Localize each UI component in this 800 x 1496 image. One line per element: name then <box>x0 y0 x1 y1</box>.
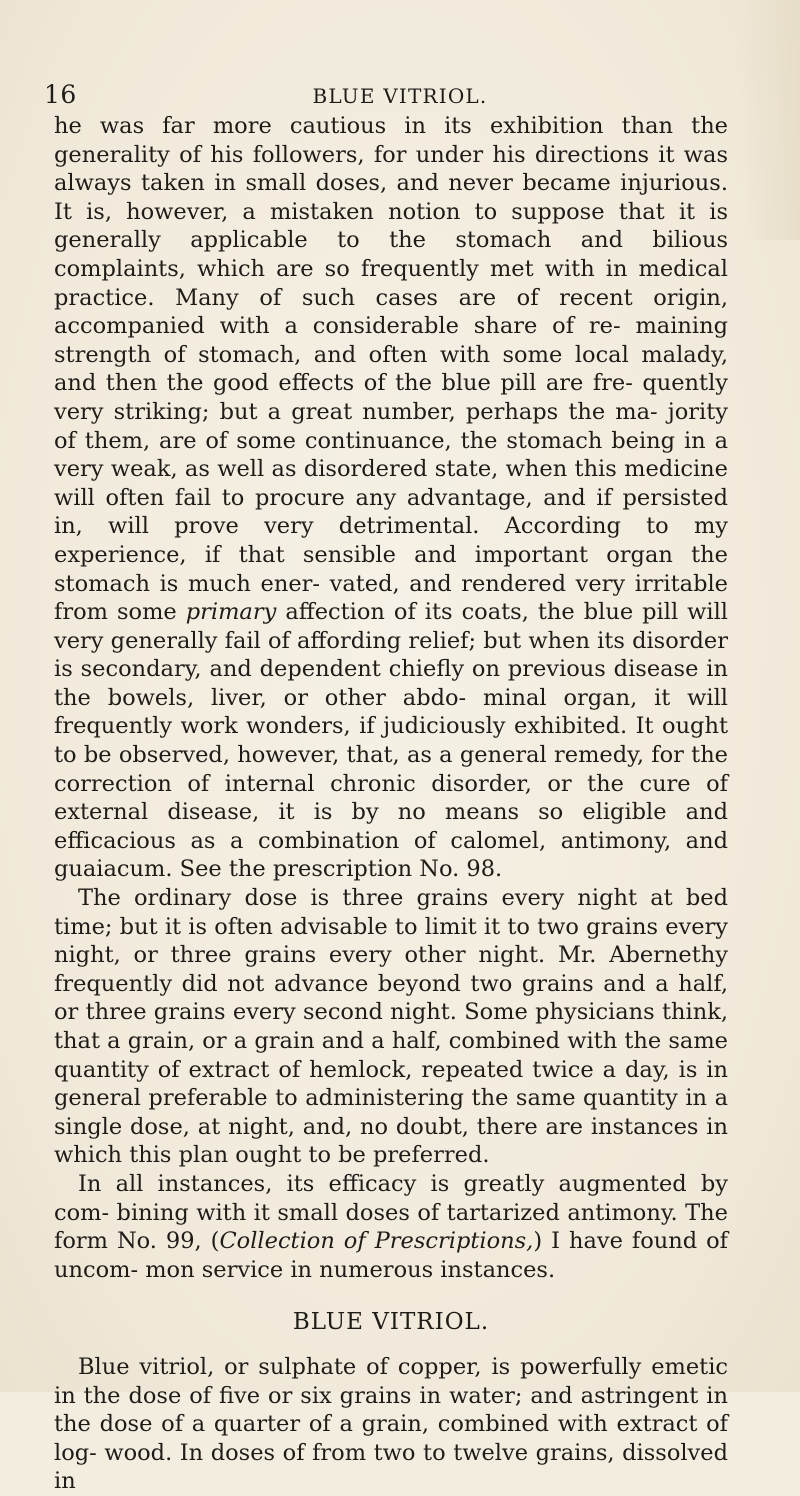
running-head: BLUE VITRIOL. <box>312 84 488 108</box>
emphasis-text: primary <box>185 599 277 626</box>
paragraph <box>54 112 728 884</box>
section-heading: BLUE VITRIOL. <box>292 1309 490 1336</box>
emphasis-text: Collection of Prescriptions, <box>219 1228 534 1255</box>
body-text <box>54 112 728 1496</box>
paragraph-text: In all instances, its efficacy is greatly augmented by com- bining with it small doses of tartarized antimony. The form No. 99, ( <box>54 1170 728 1255</box>
paragraph: The ordinary dose is three grains every night at bed time; but it is often advisable to limit it to two grains every night, or three grains every other night. Mr. Abernethy frequently did not advance beyond two grains and a half, or three grains every second night. Some physicians think, that a grain, or a grain and a half, combined with the same quantity of extract of hemlock, repeated twice a day, is in general preferable to administering the same quantity in a single dose, at night, and, no doubt, there are instances in which this plan ought to be preferred. <box>54 885 728 1169</box>
paper-stain <box>740 0 800 240</box>
page-number: 16 <box>44 80 77 109</box>
paragraph-text: affection of its coats, the blue pill will very generally fail of affording relief; but when its disorder is secondary, and dependent chiefly on previous disease in the bowels, liver, or other abdo- minal organ, it will frequently work wonders, if judiciously exhibited. It ought to be observed, however, that, as a general remedy, for the correction of internal chronic disorder, or the cure of external disease, it is by no means so eligible and efficacious as a combination of calomel, antimony, and guaiacum. See the prescription No. 98. <box>54 599 728 883</box>
paragraph: Blue vitriol, or sulphate of copper, is powerfully emetic in the dose of five or six grains in water; and astringent in the dose of a quarter of a grain, combined with extract of log- wood. In doses of from two to twelve grains, dissolved in <box>54 1353 728 1495</box>
paragraph-text: he was far more cautious in its exhibition than the generality of his followers, for under his directions it was always taken in small doses, and never became injurious. It is, however, a mistaken notion to suppose that it is generally applicable to the stomach and bilious complaints, which are so frequently met with in medical practice. Many of such cases are of recent origin, accompanied with a considerable share of re- maining strength of stomach, and often with some local malady, and then the good effects of the blue pill are fre- quently very striking; but a great number, perhaps the ma- jority of them, are of some continuance, the stomach being in a very weak, as well as disordered state, when this medicine will often fail to procure any advantage, and if persisted in, will prove very detrimental. According to my experience, if that sensible and important organ the stomach is much ener- vated, and rendered very irritable from some <box>54 113 728 626</box>
paragraph <box>54 1170 728 1284</box>
paragraph-text: ) I have found of uncom- mon service in numerous instances. <box>54 1228 728 1283</box>
